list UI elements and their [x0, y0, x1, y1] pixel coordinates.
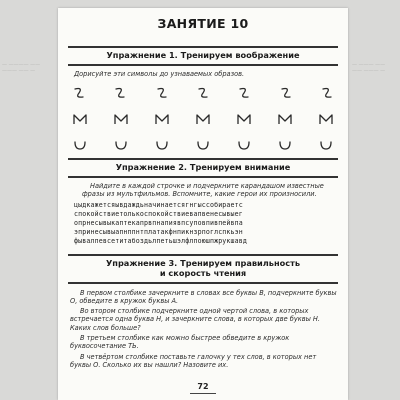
exercise-1-title: Упражнение 1. Тренируем воображение	[106, 50, 300, 60]
m-shape-icon	[236, 112, 252, 126]
u-arc-icon	[72, 139, 88, 151]
exercise-1-instruction: Дорисуйте эти символы до узнаваемых образов.	[74, 70, 245, 78]
u-arc-icon	[195, 139, 211, 151]
m-shape-icon	[154, 112, 170, 126]
symbol-row-m	[72, 112, 334, 126]
exercise-2-instruction: Найдите в каждой строчке и подчеркните карандашом известные фразы из мультфильмов. Вспомните, какие герои их произносили.	[82, 182, 324, 199]
workbook-page	[58, 8, 348, 400]
page-number-underline	[190, 393, 216, 394]
m-shape-icon	[113, 112, 129, 126]
page-number	[58, 382, 348, 391]
m-shape-icon	[72, 112, 88, 126]
header-rule-top	[68, 158, 338, 160]
header-rule-bottom	[68, 176, 338, 178]
exercise-3-paragraph: В первом столбике зачеркните в словах все буквы В, подчеркните буквы О, обведите в кружок буквы А.	[70, 289, 337, 306]
s-curve-icon	[155, 86, 169, 100]
u-arc-icon	[113, 139, 129, 151]
letter-line: цыдкажетсяывдаждьначинаетсягнгыссобираетс	[74, 201, 243, 209]
s-curve-icon	[113, 86, 127, 100]
s-curve-icon	[279, 86, 293, 100]
u-arc-icon	[154, 139, 170, 151]
header-rule-bottom	[68, 64, 338, 66]
exercise-2-header	[68, 162, 338, 172]
page-number-text: 72	[197, 382, 209, 391]
u-arc-icon	[318, 139, 334, 151]
right-page-edge-text: — ——— —— —— ——— —	[352, 62, 386, 74]
exercise-1-header	[68, 50, 338, 60]
letter-line: опрнесывыкаптекапрвпнапиявпсуповпивпейвпа	[74, 219, 243, 227]
letter-line: спокойствиетолькоспокойствиевапвенесывыег	[74, 210, 243, 218]
header-rule-top	[68, 254, 338, 256]
s-curve-icon	[237, 86, 251, 100]
exercise-3-header	[68, 258, 338, 278]
u-arc-icon	[277, 139, 293, 151]
symbol-row-s	[72, 86, 334, 100]
s-curve-icon	[72, 86, 86, 100]
letter-line: эпринесывыапнппнтплатакфнпикнзрпоглспкьэн	[74, 228, 243, 236]
u-arc-icon	[236, 139, 252, 151]
symbol-row-u	[72, 139, 334, 151]
header-rule-bottom	[68, 282, 338, 284]
m-shape-icon	[277, 112, 293, 126]
s-curve-icon	[196, 86, 210, 100]
header-rule-top	[68, 46, 338, 48]
exercise-3-paragraph: В четвёртом столбике поставьте галочку у тех слов, в которых нет буквы О. Сколько их вы нашли? Назовите их.	[70, 353, 317, 370]
s-curve-icon	[320, 86, 334, 100]
m-shape-icon	[195, 112, 211, 126]
exercise-2-title: Упражнение 2. Тренируем внимание	[115, 162, 291, 172]
exercise-3-title-line1: Упражнение 3. Тренируем правильность	[105, 258, 301, 268]
left-page-edge-text: — ———— —— ——— —— —	[2, 62, 41, 74]
letter-line: фывалпевсетитабоздьлпетьшэлфлпоюшпжрукшавд	[74, 237, 248, 245]
lesson-title: ЗАНЯТИЕ 10	[157, 16, 249, 31]
exercise-3-paragraph: Во втором столбике подчеркните одной чертой слова, в которых встречается одна буква Н, и зачеркните слова, в которых две буквы Н. Каких слов больше?	[70, 307, 320, 332]
exercise-3-title-line2: и скорость чтения	[159, 268, 247, 278]
m-shape-icon	[318, 112, 334, 126]
exercise-3-paragraph: В третьем столбике как можно быстрее обведите в кружок буквосочетание ТЬ.	[70, 334, 290, 351]
